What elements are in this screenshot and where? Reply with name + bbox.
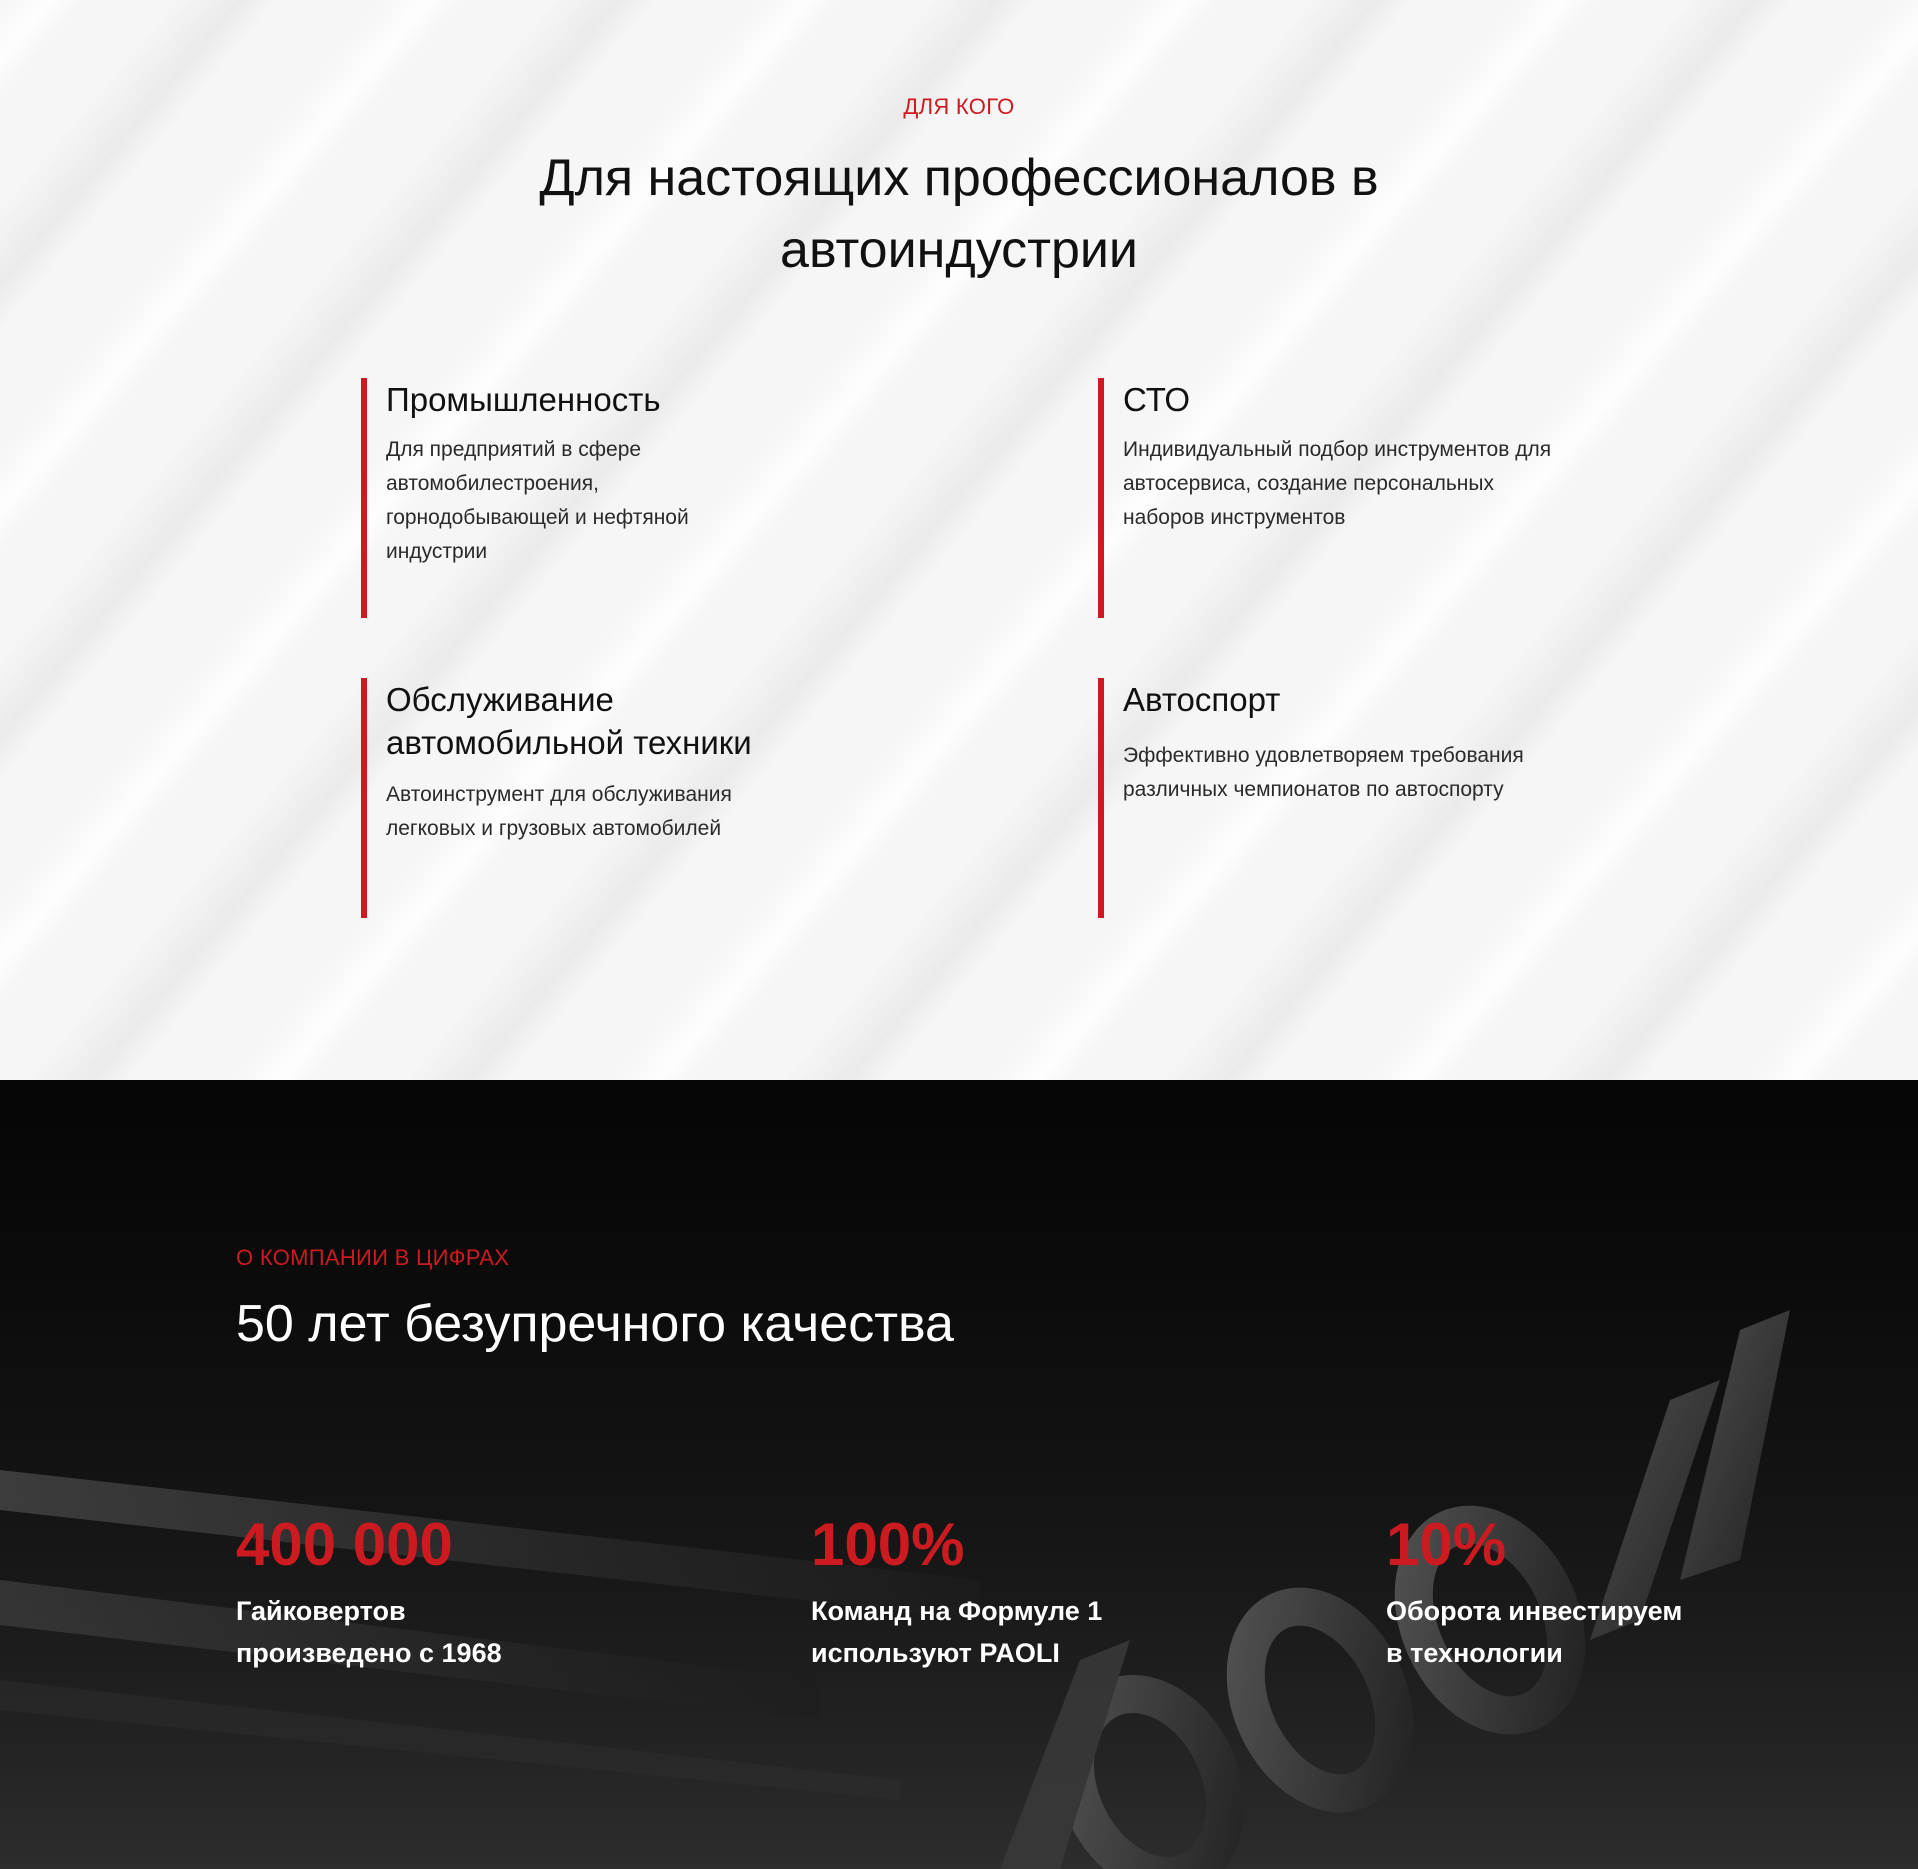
audience-card-sto <box>1098 378 1658 618</box>
stat-item <box>811 1510 1231 1674</box>
audience-title: Для настоящих профессионалов в автоиндустрии <box>539 149 1379 279</box>
paoli-sign-background-image <box>0 1080 1918 1869</box>
audience-card-industry <box>361 378 921 618</box>
stat-item <box>236 1510 656 1674</box>
audience-card-vehicle-service <box>361 678 921 918</box>
stat-label <box>1386 1590 1806 1674</box>
audience-card-text: Индивидуальный подбор инструментов для автосервиса, создание персональных наборов инструментов <box>1123 438 1552 529</box>
audience-card-text: Автоинструмент для обслуживания легковых и грузовых автомобилей <box>386 783 732 840</box>
stat-value: 10% <box>1386 1511 1507 1578</box>
stat-label-line: Оборота инвестируем <box>1386 1596 1683 1626</box>
audience-card-motorsport <box>1098 678 1658 918</box>
stats-section <box>0 1080 1918 1869</box>
stat-label-line: Команд на Формуле 1 <box>811 1596 1103 1626</box>
audience-eyebrow: ДЛЯ КОГО <box>903 94 1015 119</box>
stat-label-line: произведено с 1968 <box>236 1638 502 1668</box>
audience-card-title: Обслуживание автомобильной техники <box>386 681 752 761</box>
audience-card-title: Промышленность <box>386 381 661 418</box>
audience-card-text: Для предприятий в сфере автомобилестроения, горнодобывающей и нефтяной индустрии <box>386 438 689 563</box>
stat-value: 100% <box>811 1511 965 1578</box>
audience-card-title: Автоспорт <box>1123 681 1281 718</box>
stats-eyebrow: О КОМПАНИИ В ЦИФРАХ <box>236 1245 510 1270</box>
stat-value: 400 000 <box>236 1511 453 1578</box>
stat-label-line: в технологии <box>1386 1638 1563 1668</box>
stat-item <box>1386 1510 1806 1674</box>
stat-label-line: используют PAOLI <box>811 1638 1060 1668</box>
audience-card-text: Эффективно удовлетворяем требования различных чемпионатов по автоспорту <box>1123 744 1524 801</box>
audience-card-title: СТО <box>1123 381 1191 418</box>
stats-title: 50 лет безупречного качества <box>236 1295 954 1353</box>
stat-label-line: Гайковертов <box>236 1596 406 1626</box>
stat-label <box>811 1590 1231 1674</box>
stat-label <box>236 1590 656 1674</box>
